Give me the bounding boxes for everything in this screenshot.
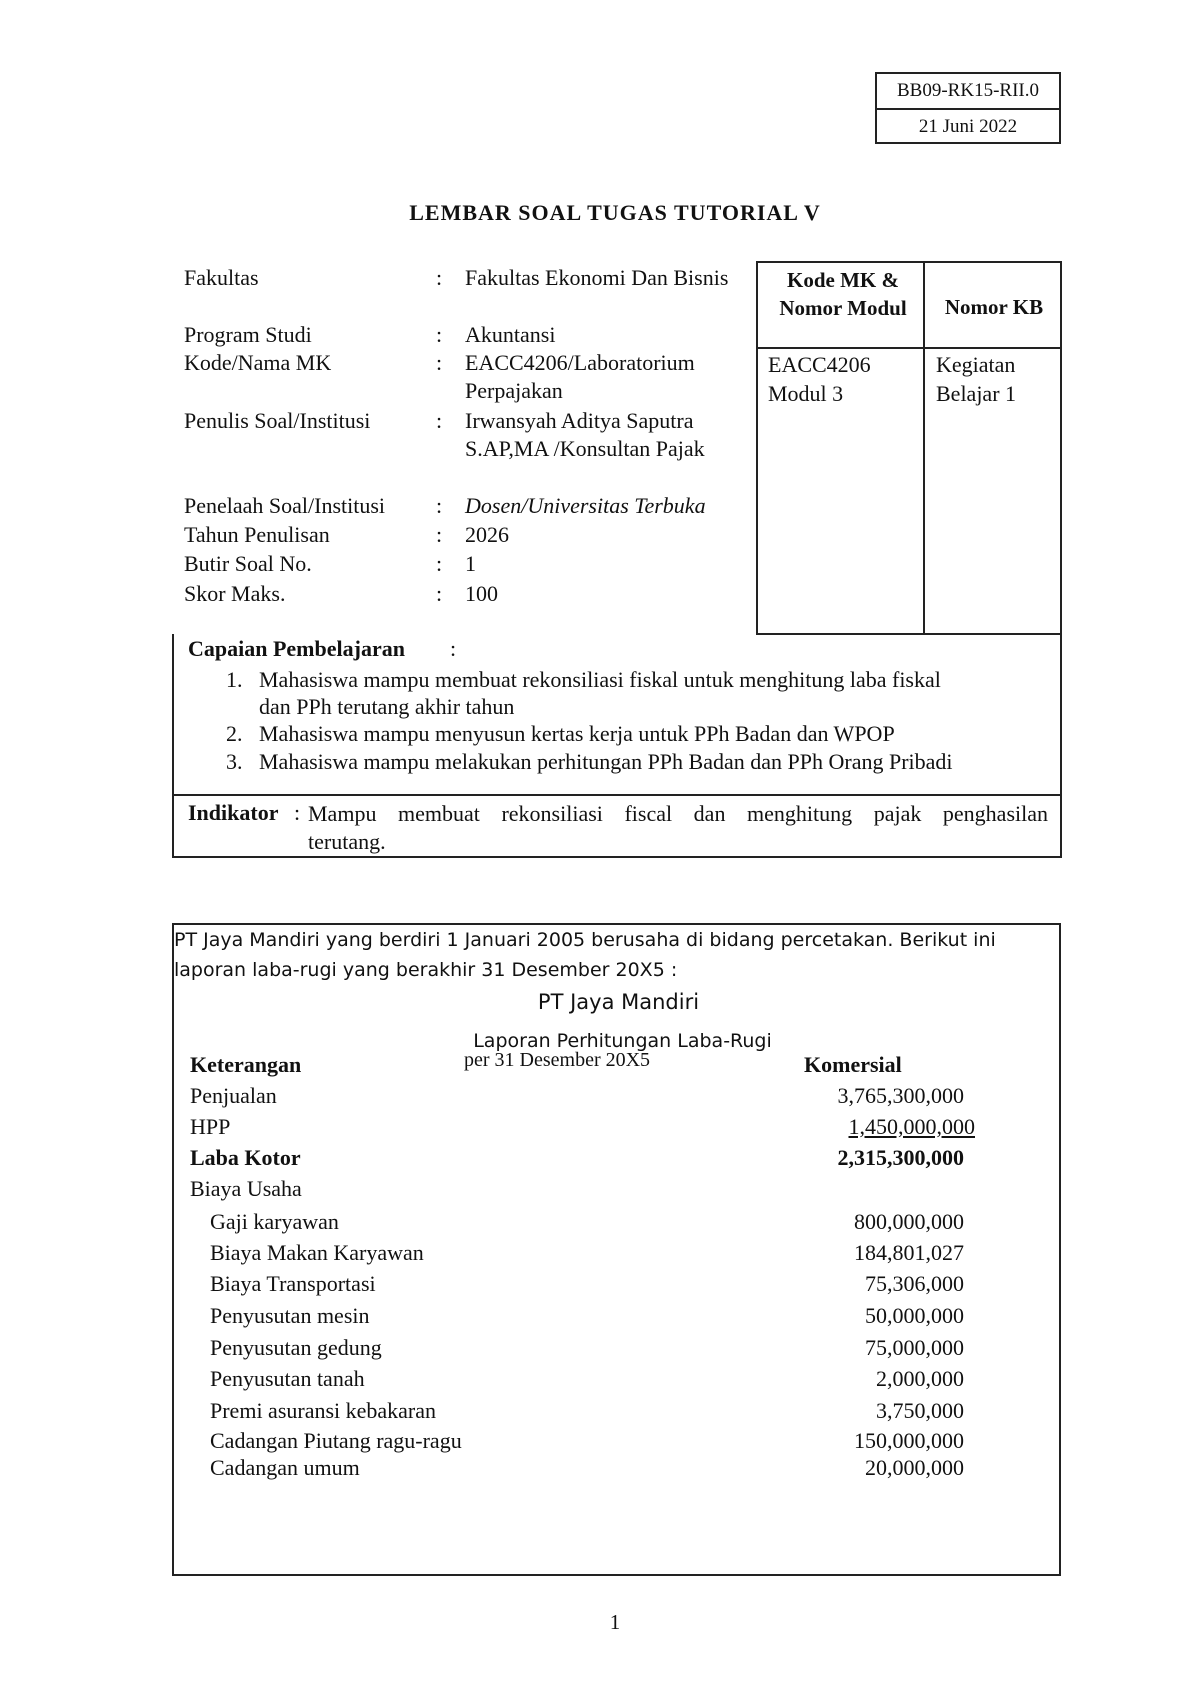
column-header-komersial: Komersial <box>804 1052 902 1077</box>
nomor-kb-value: Kegiatan Belajar 1 <box>936 352 1017 406</box>
document-date: 21 Juni 2022 <box>877 108 1059 144</box>
table-divider <box>923 263 925 633</box>
row-label-cadangan-umum: Cadangan umum <box>210 1455 360 1480</box>
row-amount-penjualan: 3,765,300,000 <box>837 1083 964 1108</box>
row-label-cadangan-piutang: Cadangan Piutang ragu-ragu <box>210 1428 462 1453</box>
info-label: Kode/Nama MK <box>184 350 332 375</box>
info-colon: : <box>436 581 443 606</box>
capaian-colon: : <box>450 636 457 661</box>
list-number: 3. <box>226 749 243 774</box>
info-label: Penulis Soal/Institusi <box>184 408 371 433</box>
capaian-item-text: Mahasiswa mampu melakukan perhitungan PPh Badan dan PPh Orang Pribadi <box>259 749 953 774</box>
page-title: LEMBAR SOAL TUGAS TUTORIAL V <box>409 200 821 225</box>
info-value: 2026 <box>465 522 509 547</box>
row-label-penyusutan-tanah: Penyusutan tanah <box>210 1366 365 1391</box>
row-label-biaya-makan: Biaya Makan Karyawan <box>210 1240 424 1265</box>
info-value: 100 <box>465 581 498 606</box>
row-amount-penyusutan-gedung: 75,000,000 <box>865 1335 964 1360</box>
document-code: BB09-RK15-RII.0 <box>897 80 1039 101</box>
info-colon: : <box>436 350 443 375</box>
intro-line-1: PT Jaya Mandiri yang berdiri 1 Januari 2005 berusaha di bidang percetakan. Berikut ini <box>174 929 996 951</box>
capaian-item-text: Mahasiswa mampu menyusun kertas kerja untuk PPh Badan dan WPOP <box>259 721 895 746</box>
info-colon: : <box>436 551 443 576</box>
info-value: Irwansyah Aditya Saputra S.AP,MA /Konsultan Pajak <box>465 408 705 461</box>
row-amount-penyusutan-tanah: 2,000,000 <box>876 1366 964 1391</box>
list-number: 1. <box>226 667 243 692</box>
row-amount-premi-asuransi: 3,750,000 <box>876 1398 964 1423</box>
info-colon: : <box>436 322 443 347</box>
info-value: EACC4206/Laboratorium Perpajakan <box>465 350 695 403</box>
row-label-penyusutan-mesin: Penyusutan mesin <box>210 1303 370 1328</box>
row-amount-penyusutan-mesin: 50,000,000 <box>865 1303 964 1328</box>
row-amount-cadangan-umum: 20,000,000 <box>865 1455 964 1480</box>
info-colon: : <box>436 408 443 433</box>
list-number: 2. <box>226 721 243 746</box>
company-name: PT Jaya Mandiri <box>537 990 700 1014</box>
info-value: 1 <box>465 551 476 576</box>
info-label: Program Studi <box>184 322 312 347</box>
info-colon: : <box>436 493 443 518</box>
page-number: 1 <box>609 1610 621 1634</box>
indikator-text: Mampu membuat rekonsiliasi fiscal dan menghitung pajak penghasilan terutang. <box>308 801 1048 854</box>
row-amount-transportasi: 75,306,000 <box>865 1271 964 1296</box>
capaian-indikator-box <box>172 634 1062 858</box>
row-label-gaji: Gaji karyawan <box>210 1209 339 1234</box>
row-label-penjualan: Penjualan <box>190 1083 277 1108</box>
kode-mk-value: EACC4206 Modul 3 <box>768 352 871 406</box>
row-amount-hpp: 1,450,000,000 <box>848 1114 975 1139</box>
row-label-transportasi: Biaya Transportasi <box>210 1271 376 1296</box>
info-label: Butir Soal No. <box>184 551 312 576</box>
intro-line-2: laporan laba-rugi yang berakhir 31 Desember 20X5 : <box>174 959 678 981</box>
row-label-biaya-usaha: Biaya Usaha <box>190 1176 302 1201</box>
info-label: Fakultas <box>184 265 259 290</box>
row-amount-biaya-makan: 184,801,027 <box>854 1240 964 1265</box>
info-label: Penelaah Soal/Institusi <box>184 493 386 518</box>
indikator-label: Indikator <box>188 800 279 825</box>
info-colon: : <box>436 265 443 290</box>
info-colon: : <box>436 522 443 547</box>
table-divider <box>758 347 1060 349</box>
row-amount-laba-kotor: 2,315,300,000 <box>837 1145 964 1170</box>
capaian-item-text: Mahasiswa mampu membuat rekonsiliasi fiskal untuk menghitung laba fiskal dan PPh terutang akhir tahun <box>259 667 941 719</box>
info-value: Akuntansi <box>465 322 556 347</box>
income-statement-box <box>172 923 1061 1576</box>
indikator-colon: : <box>294 800 301 825</box>
row-amount-cadangan-piutang: 150,000,000 <box>854 1428 964 1453</box>
info-value: Fakultas Ekonomi Dan Bisnis <box>465 265 729 290</box>
document-code-box <box>875 72 1061 144</box>
header-kode-mk: Kode MK & Nomor Modul <box>779 268 907 320</box>
capaian-title: Capaian Pembelajaran <box>188 636 405 661</box>
section-divider <box>174 794 1060 796</box>
info-label: Skor Maks. <box>184 581 286 606</box>
row-label-laba-kotor: Laba Kotor <box>190 1145 301 1170</box>
header-nomor-kb: Nomor KB <box>944 295 1044 319</box>
row-label-premi-asuransi: Premi asuransi kebakaran <box>210 1398 437 1423</box>
row-amount-gaji: 800,000,000 <box>854 1209 964 1234</box>
kode-kb-table <box>756 261 1062 635</box>
info-value: Dosen/Universitas Terbuka <box>465 493 706 518</box>
row-label-hpp: HPP <box>190 1114 231 1139</box>
report-date: per 31 Desember 20X5 <box>464 1049 651 1071</box>
info-label: Tahun Penulisan <box>184 522 330 547</box>
row-label-penyusutan-gedung: Penyusutan gedung <box>210 1335 382 1360</box>
report-title: Laporan Perhitungan Laba-Rugi <box>473 1030 772 1052</box>
column-header-keterangan: Keterangan <box>190 1052 302 1077</box>
